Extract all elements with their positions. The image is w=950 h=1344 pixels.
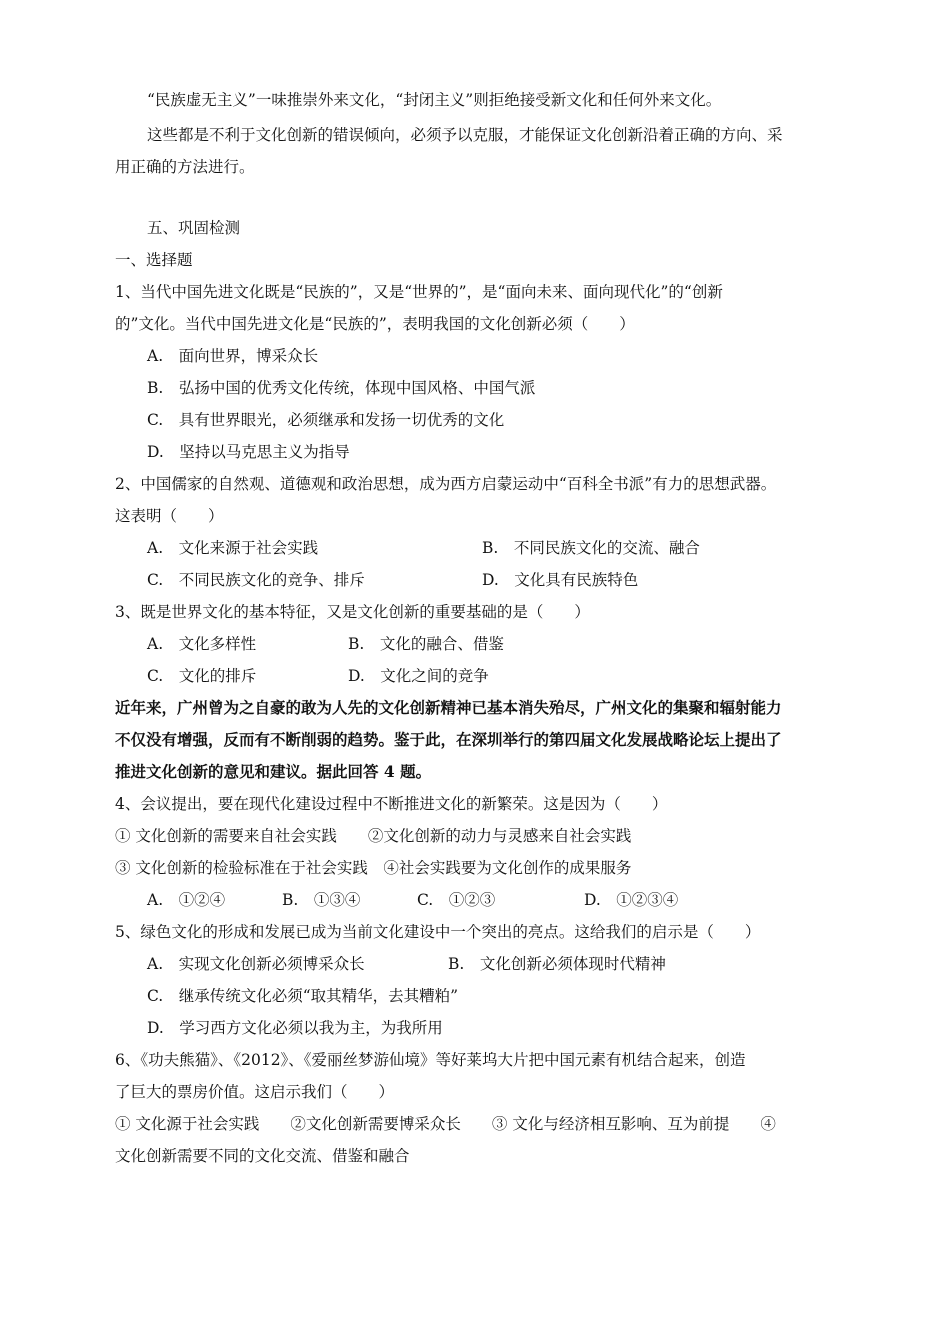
q1-stem-line-1: 1、当代中国先进文化既是“民族的”，又是“世界的”，是“面向未来、面向现代化”的“创新: [115, 283, 723, 301]
q2-option-c: C. 不同民族文化的竞争、排斥: [147, 571, 365, 589]
q3-option-d: D. 文化之间的竞争: [348, 667, 489, 685]
q6-statements-line-1: ① 文化源于社会实践 ②文化创新需要博采众长 ③ 文化与经济相互影响、互为前提 ④: [115, 1115, 776, 1133]
q1-option-d: D. 坚持以马克思主义为指导: [147, 443, 350, 461]
q3-option-a: A. 文化多样性: [147, 635, 257, 653]
intro-line-3: 用正确的方法进行。: [115, 158, 255, 176]
q4-option-b: B. ①③④: [282, 891, 361, 909]
q4-stem: 4、会议提出，要在现代化建设过程中不断推进文化的新繁荣。这是因为（ ）: [115, 795, 668, 813]
material-line-1: 近年来，广州曾为之自豪的敢为人先的文化创新精神已基本消失殆尽，广州文化的集聚和辐射能力: [115, 698, 782, 717]
section-title: 五、巩固检测: [147, 219, 241, 237]
q6-statements-line-2: 文化创新需要不同的文化交流、借鉴和融合: [115, 1147, 410, 1165]
q5-option-d: D. 学习西方文化必须以我为主，为我所用: [147, 1019, 443, 1037]
q2-option-d: D. 文化具有民族特色: [482, 571, 639, 589]
q3-option-b: B. 文化的融合、借鉴: [348, 635, 504, 653]
q2-stem-line-1: 2、中国儒家的自然观、道德观和政治思想，成为西方启蒙运动中“百科全书派”有力的思想武器。: [115, 475, 777, 493]
q3-option-c: C. 文化的排斥: [147, 667, 257, 685]
q5-stem: 5、绿色文化的形成和发展已成为当前文化建设中一个突出的亮点。这给我们的启示是（ ）: [115, 923, 761, 941]
q2-stem-line-2: 这表明（ ）: [115, 507, 224, 525]
q6-stem-line-2: 了巨大的票房价值。这启示我们（ ）: [115, 1083, 395, 1101]
q3-stem: 3、既是世界文化的基本特征，又是文化创新的重要基础的是（ ）: [115, 603, 590, 621]
q1-option-b: B. 弘扬中国的优秀文化传统，体现中国风格、中国气派: [147, 379, 536, 397]
material-line-2: 不仅没有增强，反而有不断削弱的趋势。鉴于此，在深圳举行的第四届文化发展战略论坛上提出了: [115, 730, 782, 749]
q5-option-c: C. 继承传统文化必须“取其精华，去其糟粕”: [147, 987, 459, 1005]
q6-stem-line-1: 6、《功夫熊猫》、《2012》、《爱丽丝梦游仙境》等好莱坞大片把中国元素有机结合起来，创造: [115, 1051, 746, 1069]
q1-option-a: A. 面向世界，博采众长: [147, 347, 319, 365]
q5-option-b: B. 文化创新必须体现时代精神: [448, 955, 666, 973]
q4-statements-line-1: ① 文化创新的需要来自社会实践 ②文化创新的动力与灵感来自社会实践: [115, 827, 632, 845]
q5-option-a: A. 实现文化创新必须博采众长: [147, 955, 365, 973]
intro-line-1: “民族虚无主义”一味推崇外来文化，“封闭主义”则拒绝接受新文化和任何外来文化。: [147, 91, 722, 109]
q4-option-d: D. ①②③④: [584, 891, 679, 909]
subsection-title: 一、选择题: [115, 251, 193, 269]
q1-stem-line-2: 的”文化。当代中国先进文化是“民族的”，表明我国的文化创新必须（ ）: [115, 315, 635, 333]
intro-line-2: 这些都是不利于文化创新的错误倾向，必须予以克服，才能保证文化创新沿着正确的方向、采: [147, 126, 783, 144]
q4-statements-line-2: ③ 文化创新的检验标准在于社会实践 ④社会实践要为文化创作的成果服务: [115, 859, 632, 877]
q1-option-c: C. 具有世界眼光，必须继承和发扬一切优秀的文化: [147, 411, 505, 429]
material-line-3: 推进文化创新的意见和建议。据此回答 4 题。: [115, 762, 432, 781]
q2-option-a: A. 文化来源于社会实践: [147, 539, 319, 557]
q4-option-a: A. ①②④: [147, 891, 226, 909]
q4-option-c: C. ①②③: [417, 891, 496, 909]
q2-option-b: B. 不同民族文化的交流、融合: [482, 539, 700, 557]
